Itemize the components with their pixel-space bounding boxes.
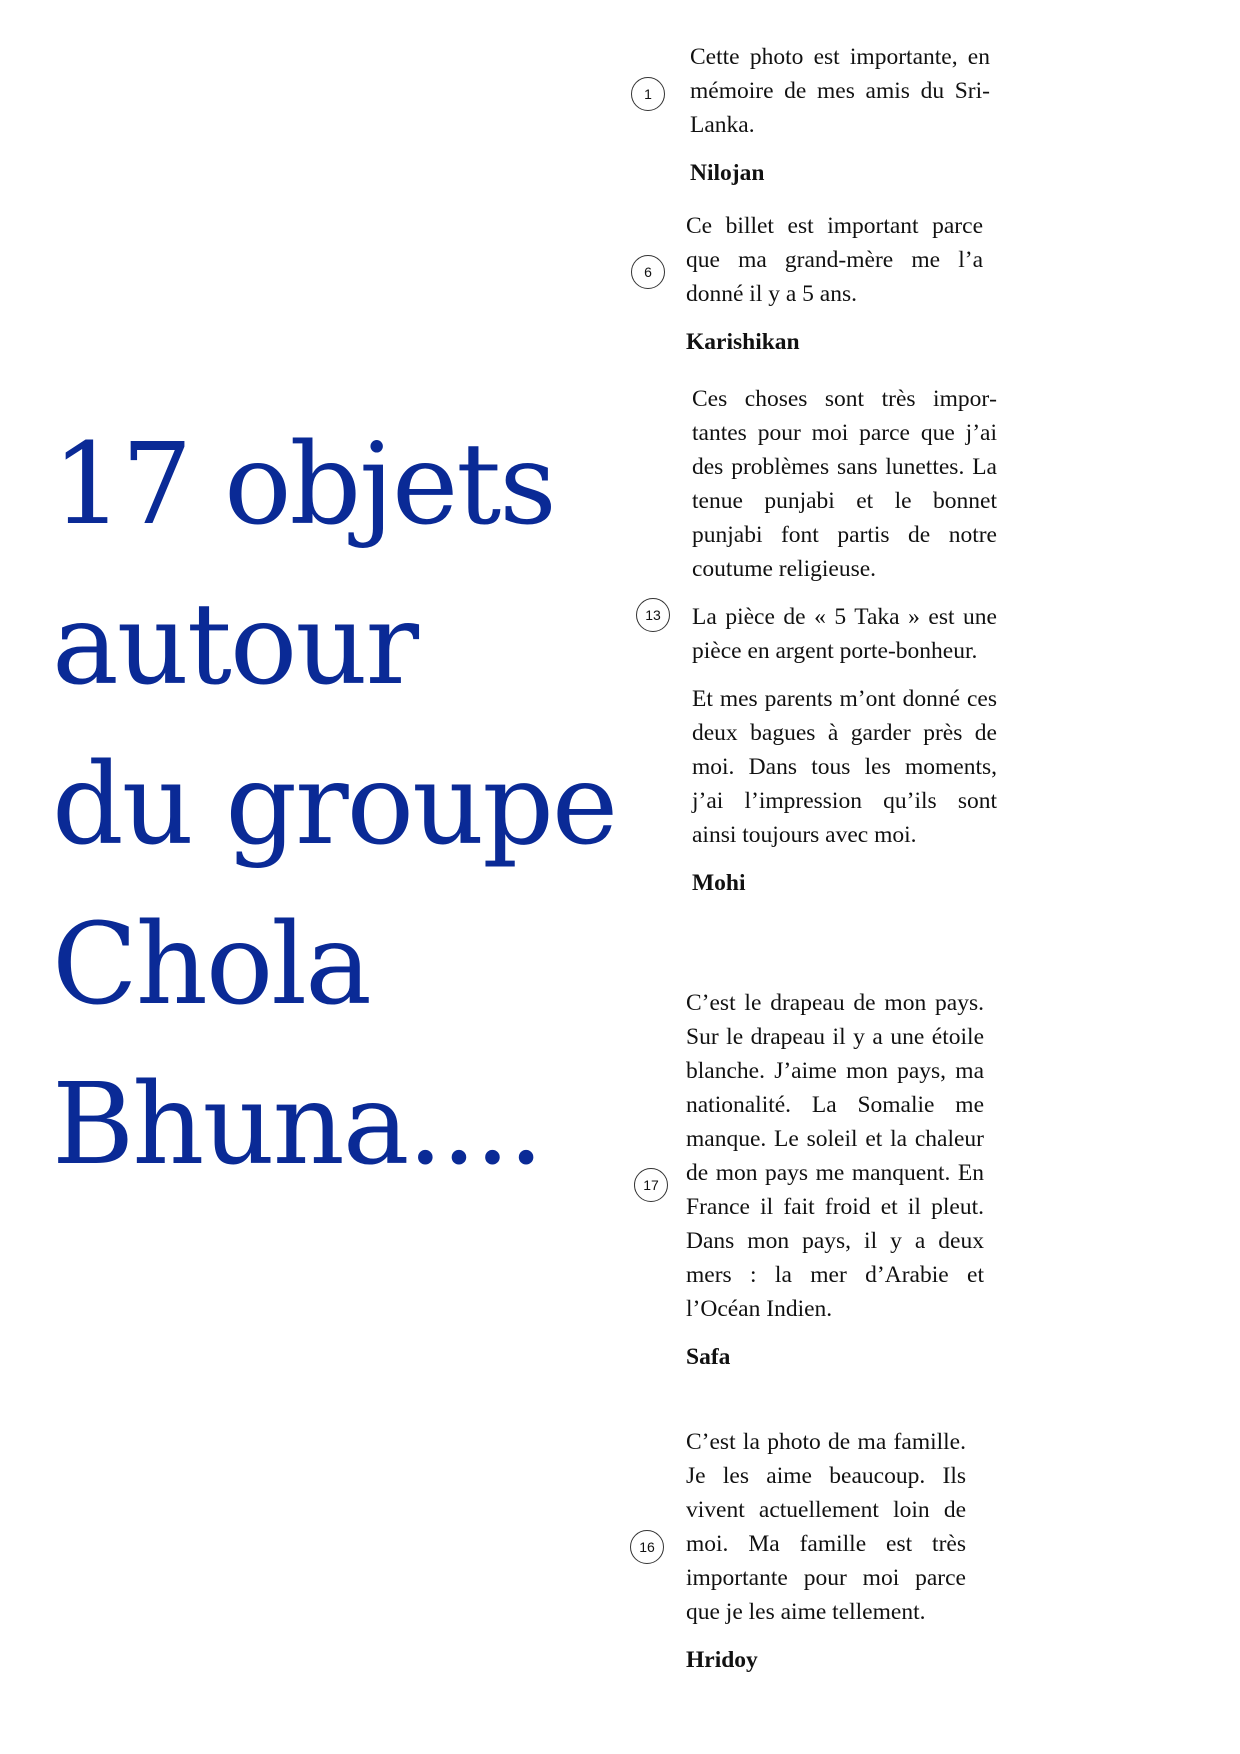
testimony-text: Et mes parents m’ont donné ces deux bagues à garder près de moi. Dans tous les moments, j’ai l’impression qu’ils sont ainsi toujours avec moi. bbox=[692, 686, 997, 848]
number-badge: 16 bbox=[630, 1530, 664, 1564]
title-line: 17 objets bbox=[52, 420, 555, 550]
testimony-text: La pièce de « 5 Taka » est une pièce en argent porte-bonheur. bbox=[692, 604, 997, 664]
testimony-text: Ce billet est important parce que ma grand-mère me l’a donné il y a 5 ans. bbox=[686, 213, 983, 307]
author-name: Mohi bbox=[692, 870, 746, 896]
number-badge: 6 bbox=[631, 255, 665, 289]
title-line: Bhuna.... bbox=[52, 1060, 542, 1190]
page-title bbox=[52, 405, 692, 1205]
testimony-text: Cette photo est importante, en mémoire de mes amis du Sri-Lanka. bbox=[690, 44, 990, 138]
testimony-entry bbox=[686, 209, 983, 373]
testimony-text: C’est le drapeau de mon pays. Sur le drapeau il y a une étoile blanche. J’aime mon pays, ma nationalité. La Somalie me manque. Le soleil et la chaleur de mon pays me manquent. En France il fait froid et il pleut. Dans mon pays, il y a deux mers : la mer d’Arabie et l’Océan Indien. bbox=[686, 990, 984, 1322]
title-line: autour bbox=[52, 580, 418, 710]
author-name: Safa bbox=[686, 1344, 731, 1370]
author-name: Nilojan bbox=[690, 160, 765, 186]
testimony-text: Ces choses sont très importantes pour moi parce que j’ai des problèmes sans lunettes. La tenue punjabi et le bonnet punjabi font partis de notre coutume religieuse. bbox=[692, 386, 997, 582]
testimony-entry bbox=[692, 382, 997, 914]
number-badge: 13 bbox=[636, 598, 670, 632]
testimony-entry bbox=[686, 1425, 966, 1691]
title-line: Chola bbox=[52, 900, 370, 1030]
author-name: Karishikan bbox=[686, 329, 800, 355]
testimony-entry bbox=[690, 40, 990, 204]
testimony-text: C’est la photo de ma famille. Je les aime beaucoup. Ils vivent actuellement loin de moi. Ma famille est très importante pour moi parce que je les aime tellement. bbox=[686, 1429, 966, 1625]
title-line: du groupe bbox=[52, 740, 617, 870]
number-badge: 17 bbox=[634, 1168, 668, 1202]
author-name: Hridoy bbox=[686, 1647, 758, 1673]
testimony-entry bbox=[686, 986, 984, 1388]
number-badge: 1 bbox=[631, 77, 665, 111]
